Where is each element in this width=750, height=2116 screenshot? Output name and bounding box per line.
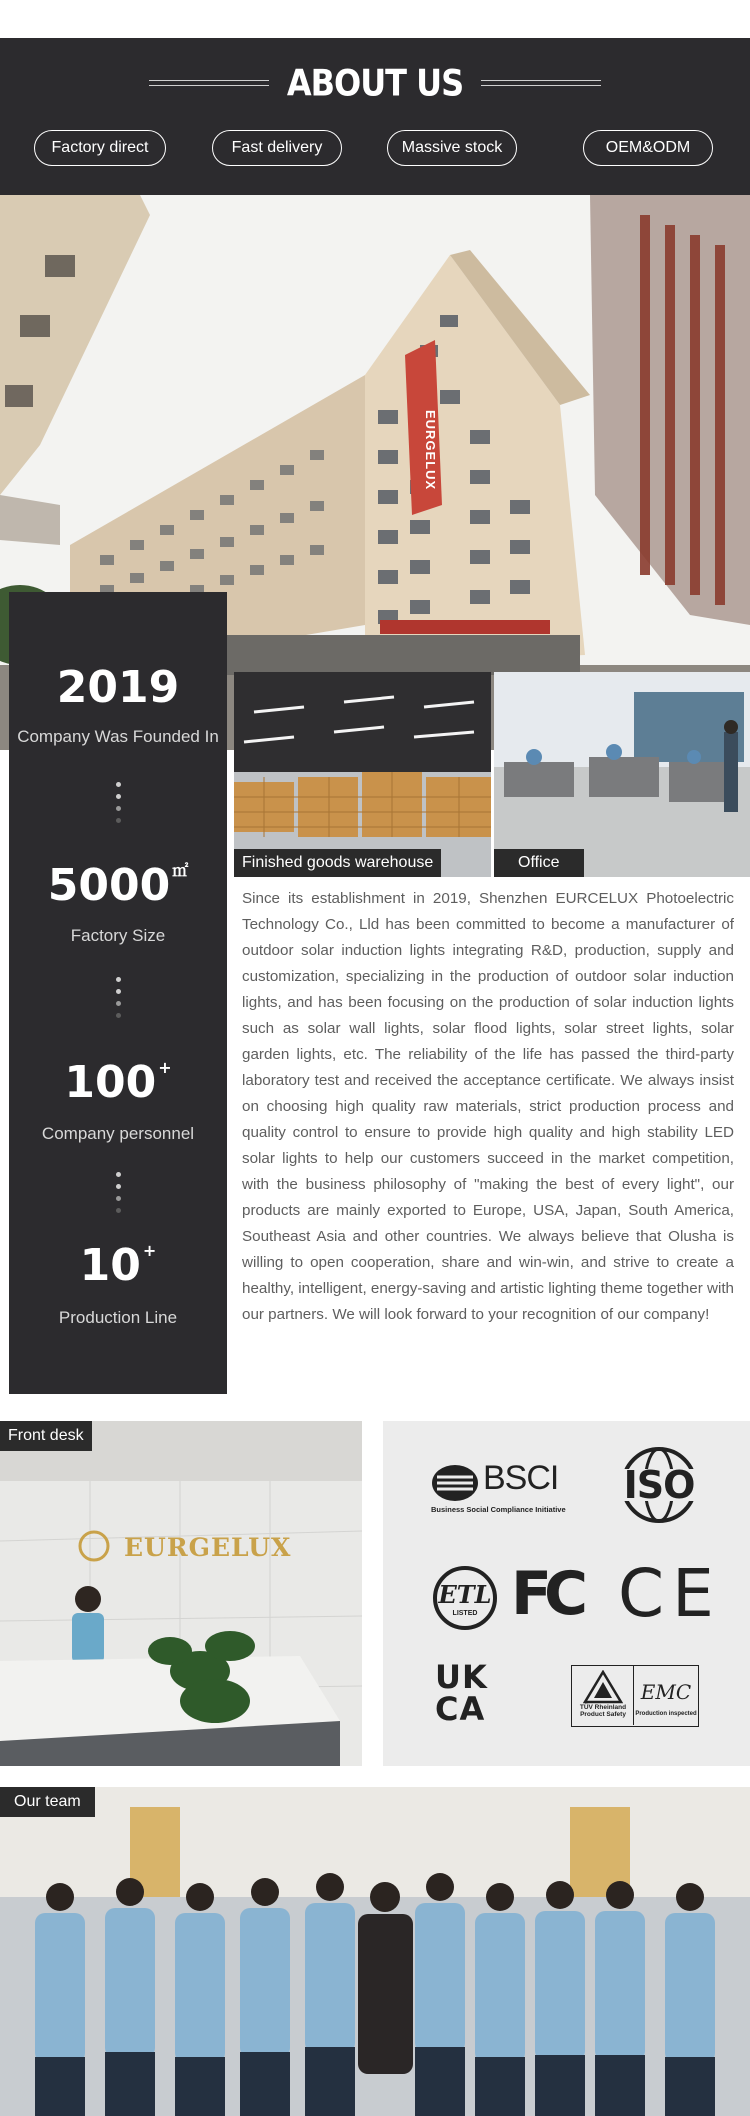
etl-subtext: LISTED — [452, 1610, 478, 1617]
title-row — [0, 60, 750, 106]
tag-factory-direct[interactable]: Factory direct — [34, 130, 166, 166]
front-desk-illustration — [0, 1421, 362, 1766]
about-us-header — [0, 38, 750, 195]
tag-oem-odm[interactable]: OEM&ODM — [583, 130, 713, 166]
stat-divider-dots — [116, 782, 122, 830]
page-title: ABOUT US — [286, 61, 464, 105]
etl-text: ETL — [438, 1580, 492, 1609]
stat-divider-dots — [116, 1172, 122, 1220]
tuv-emc-logo — [571, 1665, 699, 1727]
stat-founded-label: Company Was Founded In — [17, 727, 219, 746]
tuv-triangle-icon — [583, 1670, 623, 1704]
bsci-logo — [431, 1459, 581, 1519]
tuv-box — [572, 1666, 634, 1725]
company-stats-panel — [9, 592, 227, 1394]
stat-factory-size: 5000 ㎡ — [47, 860, 189, 911]
warehouse-photo — [234, 672, 491, 877]
bsci-hand-icon — [431, 1461, 479, 1505]
office-caption: Office — [494, 849, 584, 877]
team-illustration — [0, 1787, 750, 2116]
front-desk-photo — [0, 1421, 362, 1766]
ce-logo: CE — [618, 1555, 722, 1632]
team-caption: Our team — [0, 1787, 95, 1817]
title-decor-right — [481, 77, 601, 89]
stat-personnel-label: Company personnel — [41, 1124, 195, 1143]
stat-production-lines-label: Production Line — [58, 1308, 178, 1327]
iso-text: ISO — [623, 1463, 695, 1507]
building-sign: EURGELUX — [423, 409, 438, 491]
iso-logo — [611, 1447, 707, 1523]
ukca-text-top: UK — [435, 1658, 488, 1696]
title-decor-left — [149, 77, 269, 89]
warehouse-caption: Finished goods warehouse — [234, 849, 441, 877]
warehouse-illustration — [234, 672, 491, 877]
certifications-panel — [383, 1421, 750, 1766]
tag-fast-delivery[interactable]: Fast delivery — [212, 130, 342, 166]
team-photo — [0, 1787, 750, 2116]
stat-divider-dots — [116, 977, 122, 1025]
tuv-text: TÜV Rheinland Product Safety — [579, 1704, 627, 1718]
stat-production-lines: 10 + — [79, 1240, 157, 1291]
stat-factory-size-label: Factory Size — [70, 926, 166, 945]
office-photo — [494, 672, 750, 877]
bsci-subtext: Business Social Compliance Initiative — [431, 1505, 566, 1514]
emc-subtext: Production inspected — [635, 1711, 697, 1717]
emc-box — [635, 1666, 697, 1725]
ukca-logo — [435, 1658, 505, 1728]
stat-founded-year: 2019 — [56, 662, 180, 713]
bsci-text: BSCI — [483, 1459, 559, 1497]
ukca-text-bottom: CA — [435, 1690, 486, 1728]
fc-logo: FC — [511, 1559, 581, 1629]
front-desk-caption: Front desk — [0, 1421, 92, 1451]
etl-logo — [433, 1566, 497, 1630]
front-desk-logo: EURGELUX — [124, 1533, 292, 1562]
stat-personnel: 100 + — [64, 1057, 172, 1108]
company-description: Since its establishment in 2019, Shenzhen EURCELUX Photoelectric Technology Co., Lld has been committed to become a manufacturer of outdoor solar induction lights integrating R&D, production, supply and customization, specializing in the production of outdoor solar induction lights, and has been focusing on the production of solar induction lights such as solar wall lights, solar flood lights, solar street lights, solar garden lights, etc. The reliability of the life has passed the third-party laboratory test and received the acceptance certificate. We always insist on choosing high quality raw materials, strict production process and quality control to ensure to provide high quality and high stability LED solar lights to help our customers succeed in the market competition, with the business philosophy of "making the best of every light", our products are mainly exported to Europe, USA, Japan, South America, Southeast Asia and other countries. We always believe that Olusha is willing to open cooperation, share and win-win, and strive to create a healthy, intelligent, energy-saving and artistic lighting theme together with our partners. We will look forward to your recognition of our company! — [242, 890, 734, 1323]
emc-text: EMC — [640, 1680, 692, 1704]
tag-massive-stock[interactable]: Massive stock — [387, 130, 517, 166]
office-illustration — [494, 672, 750, 877]
